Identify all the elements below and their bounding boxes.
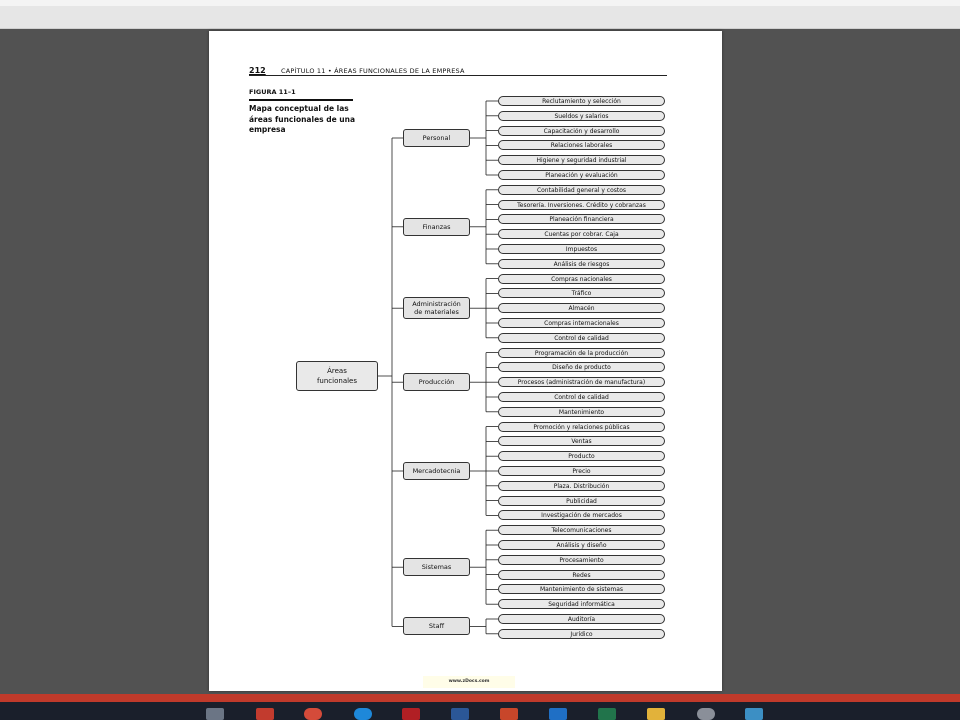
leaf-node: Relaciones laborales xyxy=(498,140,665,150)
status-bar xyxy=(0,694,960,702)
settings-gear-icon[interactable] xyxy=(697,708,715,720)
figure-label: FIGURA 11–1 xyxy=(249,88,296,96)
leaf-node: Producto xyxy=(498,451,665,461)
leaf-node: Planeación financiera xyxy=(498,214,665,224)
leaf-node: Compras internacionales xyxy=(498,318,665,328)
leaf-node: Publicidad xyxy=(498,496,665,506)
leaf-node: Procesamiento xyxy=(498,555,665,565)
root-node: Áreas funcionales xyxy=(296,361,378,391)
leaf-node: Investigación de mercados xyxy=(498,510,665,520)
leaf-node: Higiene y seguridad industrial xyxy=(498,155,665,165)
paint-icon[interactable] xyxy=(745,708,763,720)
chrome-icon[interactable] xyxy=(304,708,322,720)
pdf-page xyxy=(209,31,722,691)
word-icon[interactable] xyxy=(451,708,469,720)
area-node: Producción xyxy=(403,373,470,391)
area-node: Personal xyxy=(403,129,470,147)
leaf-node: Mantenimiento xyxy=(498,407,665,417)
area-node: Sistemas xyxy=(403,558,470,576)
figure-caption: Mapa conceptual de las áreas funcionales de una empresa xyxy=(249,104,356,134)
leaf-node: Diseño de producto xyxy=(498,362,665,372)
gmail-icon[interactable] xyxy=(256,708,274,720)
leaf-node: Promoción y relaciones públicas xyxy=(498,422,665,432)
leaf-node: Tráfico xyxy=(498,288,665,298)
leaf-node: Redes xyxy=(498,570,665,580)
leaf-node: Análisis de riesgos xyxy=(498,259,665,269)
leaf-node: Almacén xyxy=(498,303,665,313)
taskview-icon[interactable] xyxy=(206,708,224,720)
leaf-node: Control de calidad xyxy=(498,392,665,402)
leaf-node: Jurídico xyxy=(498,629,665,639)
excel-icon[interactable] xyxy=(598,708,616,720)
leaf-node: Compras nacionales xyxy=(498,274,665,284)
leaf-node: Seguridad informática xyxy=(498,599,665,609)
leaf-node: Sueldos y salarios xyxy=(498,111,665,121)
leaf-node: Reclutamiento y selección xyxy=(498,96,665,106)
file-explorer-icon[interactable] xyxy=(647,708,665,720)
area-node: Mercadotecnia xyxy=(403,462,470,480)
toolbar-strip xyxy=(0,0,960,6)
page-number: 212 xyxy=(249,66,266,75)
leaf-node: Planeación y evaluación xyxy=(498,170,665,180)
leaf-node: Impuestos xyxy=(498,244,665,254)
leaf-node: Auditoría xyxy=(498,614,665,624)
taskbar xyxy=(0,702,960,720)
viewer-toolbar xyxy=(0,0,960,29)
leaf-node: Tesorería. Inversiones. Crédito y cobranzas xyxy=(498,200,665,210)
outlook-icon[interactable] xyxy=(549,708,567,720)
area-node: Finanzas xyxy=(403,218,470,236)
leaf-node: Cuentas por cobrar. Caja xyxy=(498,229,665,239)
leaf-node: Ventas xyxy=(498,436,665,446)
powerpoint-icon[interactable] xyxy=(500,708,518,720)
leaf-node: Plaza. Distribución xyxy=(498,481,665,491)
leaf-node: Mantenimiento de sistemas xyxy=(498,584,665,594)
leaf-node: Contabilidad general y costos xyxy=(498,185,665,195)
edge-icon[interactable] xyxy=(354,708,372,720)
leaf-node: Procesos (administración de manufactura) xyxy=(498,377,665,387)
leaf-node: Telecomunicaciones xyxy=(498,525,665,535)
leaf-node: Capacitación y desarrollo xyxy=(498,126,665,136)
leaf-node: Análisis y diseño xyxy=(498,540,665,550)
leaf-node: Programación de la producción xyxy=(498,348,665,358)
footer-url: www.zDocs.com xyxy=(423,676,515,688)
acrobat-icon[interactable] xyxy=(402,708,420,720)
leaf-node: Control de calidad xyxy=(498,333,665,343)
chapter-title: CAPÍTULO 11 • ÁREAS FUNCIONALES DE LA EMPRESA xyxy=(281,67,465,75)
area-node: Administración de materiales xyxy=(403,297,470,319)
area-node: Staff xyxy=(403,617,470,635)
leaf-node: Precio xyxy=(498,466,665,476)
